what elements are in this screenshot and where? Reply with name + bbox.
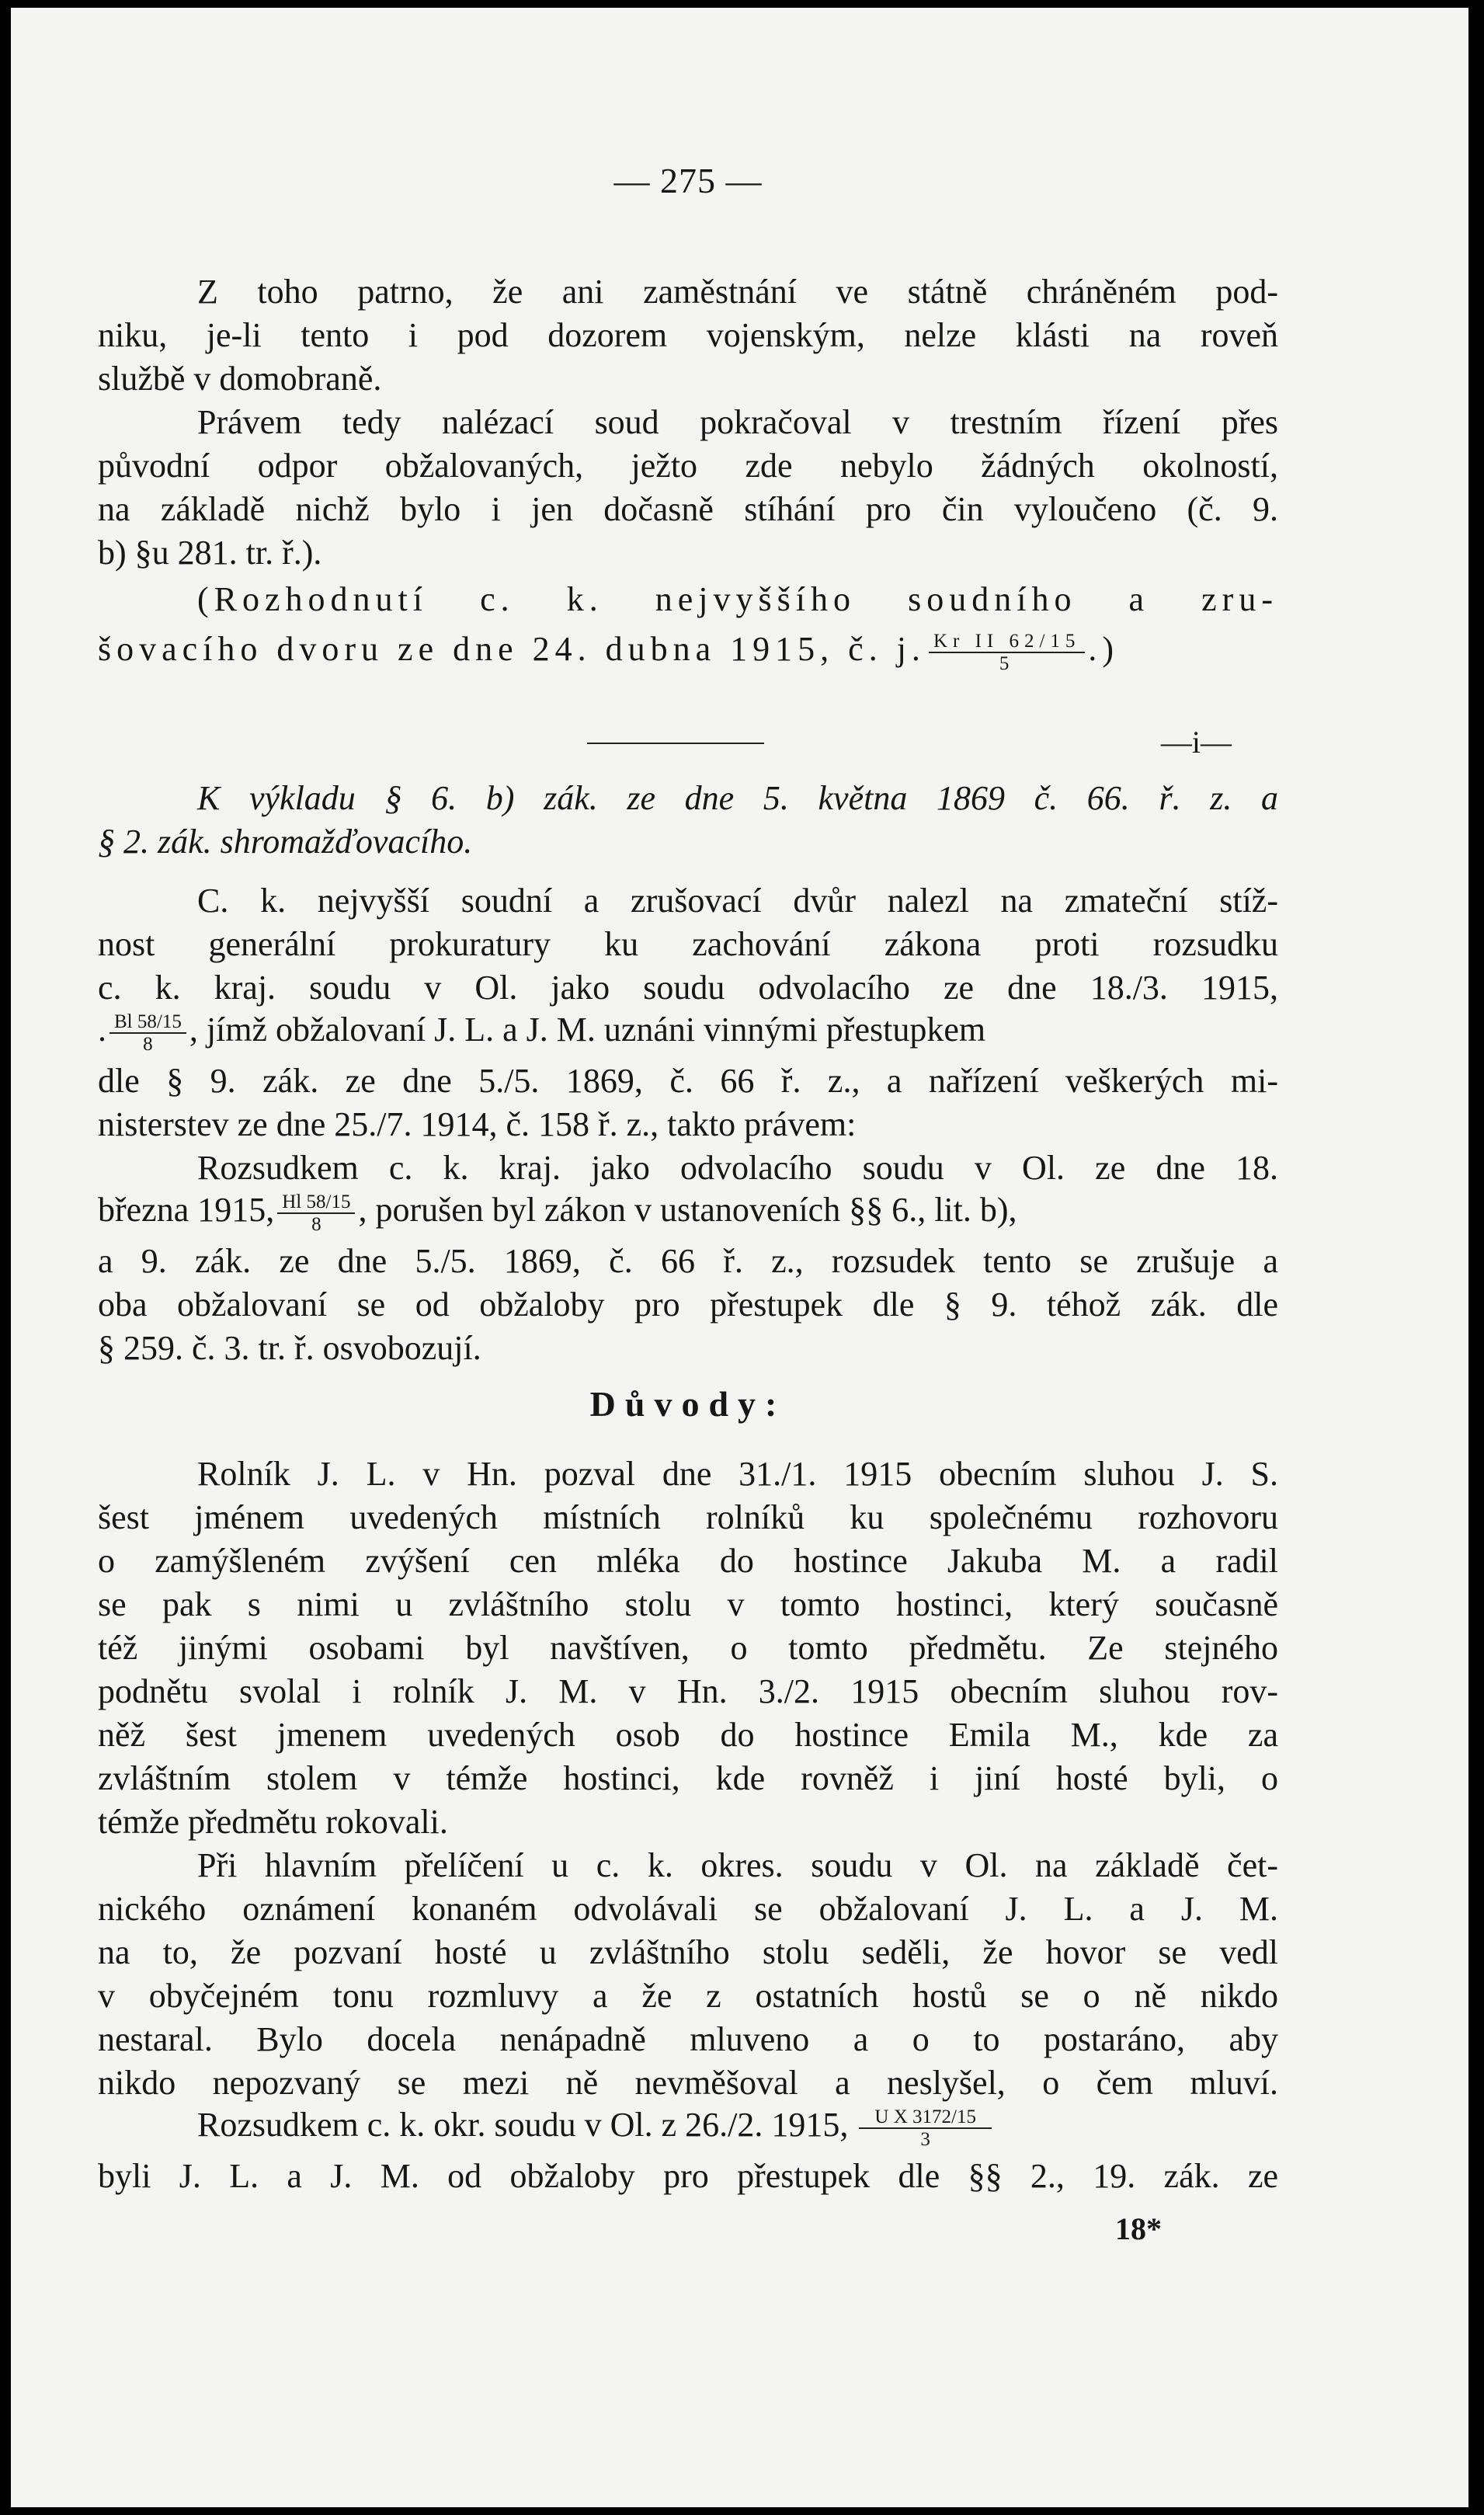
decision-citation-line: šovacího dvoru ze dne 24. dubna 1915, č. j. $\frac{\text{Kr II 62/15}}{5}$ .) bbox=[98, 630, 1120, 674]
document-page bbox=[11, 8, 1468, 2507]
text-line: nisterstev ze dne 25./7. 1914, č. 158 ř. z., takto právem: bbox=[98, 1105, 857, 1143]
text-line: niku, je-li tento i pod dozorem vojenským, nelze klásti na roveň bbox=[98, 316, 1278, 354]
page-number: — 275 — bbox=[613, 161, 763, 200]
author-signature: —i— bbox=[1160, 725, 1232, 760]
text-line: . $\frac{Bl 58/15}{8}$ , jímž obžalovaní J. L. a J. M. uznáni vinnými přestupkem bbox=[98, 1011, 986, 1055]
text-line: se pak s nimi u zvláštního stolu v tomto hostinci, který současně bbox=[98, 1585, 1278, 1623]
text-line: dle § 9. zák. ze dne 5./5. 1869, č. 66 ř. z., a nařízení veškerých mi- bbox=[98, 1062, 1278, 1100]
case-number-fraction: $\frac{Bl 58/15}{8}$ bbox=[109, 1011, 186, 1055]
text-line: podnětu svolal i rolník J. M. v Hn. 3./2. 1915 obecním sluhou rov- bbox=[98, 1672, 1278, 1710]
decision-citation: (Rozhodnutí c. k. nejvyššího soudního a zru- bbox=[197, 580, 1278, 618]
text-line: Z toho patrno, že ani zaměstnání ve státně chráněném pod- bbox=[197, 273, 1278, 311]
case-number-fraction: $\frac{\text{U X 3172/15}}{3}$ bbox=[859, 2106, 992, 2150]
text-line: zvláštním stolem v témže hostinci, kde rovněž i jiní hosté byli, o bbox=[98, 1759, 1278, 1797]
text-line: § 259. č. 3. tr. ř. osvobozují. bbox=[98, 1329, 481, 1367]
text-line: byli J. L. a J. M. od obžaloby pro přestupek dle §§ 2., 19. zák. ze bbox=[98, 2157, 1278, 2195]
text-line: na to, že pozvaní hosté u zvláštního stolu seděli, že hovor se vedl bbox=[98, 1933, 1278, 1971]
text-line: nestaral. Bylo docela nenápadně mluveno a o to postaráno, aby bbox=[98, 2020, 1278, 2058]
text-line: službě v domobraně. bbox=[98, 360, 382, 398]
text-line: něž šest jmenem uvedených osob do hostince Emila M., kde za bbox=[98, 1716, 1278, 1754]
text-line: též jinými osobami byl navštíven, o tomto předmětu. Ze stejného bbox=[98, 1629, 1278, 1667]
text-line: nost generální prokuratury ku zachování zákona proti rozsudku bbox=[98, 925, 1278, 963]
text-line: původní odpor obžalovaných, ježto zde nebylo žádných okolností, bbox=[98, 447, 1278, 485]
text-line: Rolník J. L. v Hn. pozval dne 31./1. 1915 obecním sluhou J. S. bbox=[197, 1455, 1278, 1493]
text-line: a 9. zák. ze dne 5./5. 1869, č. 66 ř. z., rozsudek tento se zrušuje a bbox=[98, 1242, 1278, 1280]
text-line: oba obžalovaní se od obžaloby pro přestupek dle § 9. téhož zák. dle bbox=[98, 1285, 1278, 1324]
text-line: Při hlavním přelíčení u c. k. okres. soudu v Ol. na základě čet- bbox=[197, 1846, 1278, 1884]
case-number-fraction: $\frac{\text{Kr II 62/15}}{5}$ bbox=[929, 631, 1085, 674]
text-line: C. k. nejvyšší soudní a zrušovací dvůr nalezl na zmateční stíž- bbox=[197, 882, 1278, 920]
signature-mark: 18* bbox=[1115, 2211, 1162, 2246]
text-line: c. k. kraj. soudu v Ol. jako soudu odvolacího ze dne 18./3. 1915, bbox=[98, 969, 1278, 1007]
text-line: témže předmětu rokovali. bbox=[98, 1803, 448, 1841]
text-line: na základě nichž bylo i jen dočasně stíhání pro čin vyloučeno (č. 9. bbox=[98, 490, 1278, 528]
section-heading: K výkladu § 6. b) zák. ze dne 5. května 1869 č. 66. ř. z. a bbox=[197, 779, 1278, 817]
text-line: Právem tedy nalézací soud pokračoval v trestním řízení přes bbox=[197, 403, 1278, 441]
text-line: o zamýšleném zvýšení cen mléka do hostince Jakuba M. a radil bbox=[98, 1542, 1278, 1580]
text-line: Rozsudkem c. k. okr. soudu v Ol. z 26./2. 1915, $\frac{\text{U X 3172/15}}{3}$ bbox=[98, 2105, 1278, 2150]
reasons-heading: Důvody: bbox=[589, 1384, 787, 1424]
text-line: šest jménem uvedených místních rolníků ku společnému rozhovoru bbox=[98, 1498, 1278, 1536]
text-line: b) §u 281. tr. ř.). bbox=[98, 534, 322, 572]
text-line: nikdo nepozvaný se mezi ně nevměšoval a neslyšel, o čem mluví. bbox=[98, 2064, 1278, 2102]
page-margin bbox=[1366, 8, 1468, 2507]
text-line: v obyčejném tonu rozmluvy a že z ostatních hostů se o ně nikdo bbox=[98, 1977, 1278, 2015]
section-heading: § 2. zák. shromažďovacího. bbox=[98, 823, 473, 861]
text-line: nického oznámení konaném odvolávali se obžalovaní J. L. a J. M. bbox=[98, 1890, 1278, 1928]
text-line: března 1915, $\frac{Hl 58/15}{8}$ , porušen byl zákon v ustanoveních §§ 6., lit. b), bbox=[98, 1191, 1017, 1235]
text-line: Rozsudkem c. k. kraj. jako odvolacího soudu v Ol. ze dne 18. bbox=[197, 1149, 1278, 1187]
case-number-fraction: $\frac{Hl 58/15}{8}$ bbox=[277, 1191, 355, 1235]
